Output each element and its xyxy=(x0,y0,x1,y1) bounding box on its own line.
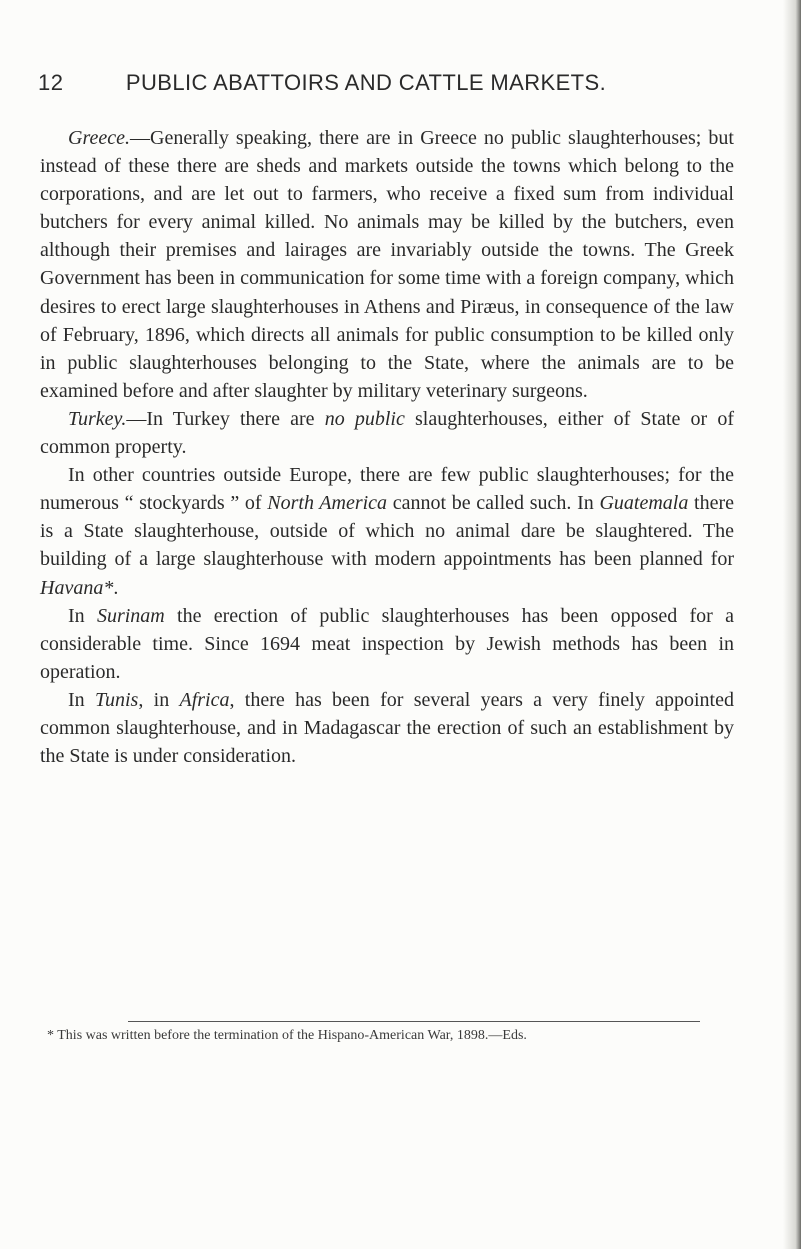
emph-tunis: Tunis xyxy=(94,688,139,711)
body-text xyxy=(40,124,734,770)
running-head: PUBLIC ABATTOIRS AND CATTLE MARKETS. xyxy=(125,70,607,95)
emph-north-america: North America xyxy=(267,492,388,515)
text-other-c: there is a State slaughterhouse, outside of which no animal dare be slaughtered. The building of a large slaughterhouse with modern appointments has been planned for xyxy=(40,492,734,571)
paragraph-surinam xyxy=(40,602,734,686)
text-surinam-b: the erection of public slaughterhouses has been opposed for a considerable time. Since 1694 meat inspection by Jewish methods has been in operation. xyxy=(40,604,734,683)
page-header xyxy=(0,70,801,110)
emph-guatemala: Guatemala xyxy=(599,492,689,515)
text-other-d: . xyxy=(113,576,119,599)
emph-surinam: Surinam xyxy=(96,604,165,627)
text-other-b: cannot be called such. In xyxy=(387,492,600,515)
page-edge-shadow xyxy=(783,0,801,1249)
text-greece: —Generally speaking, there are in Greece no public slaughterhouses; but instead of these there are sheds and markets outside the towns which belong to the corporations, and are let out to farmers, who receive a fixed sum from individual butchers for every animal killed. No animals may be killed by the butchers, even although their premises and lairages are invariably outside the towns. The Greek Government has been in communication for some time with a foreign company, which desires to erect large slaughterhouses in Athens and Piræus, in consequence of the law of February, 1896, which directs all animals for public consumption to be killed only in public slaughterhouses belonging to the State, where the animals are to be examined before and after slaughter by military veterinary surgeons. xyxy=(40,127,734,402)
footnote: * This was written before the termination of the Hispano-American War, 1898.—Eds. xyxy=(47,1028,527,1043)
paragraph-turkey xyxy=(40,405,734,461)
paragraph-greece xyxy=(40,124,734,405)
page-number: 12 xyxy=(38,70,64,95)
text-tunis-b: , in xyxy=(138,688,180,711)
paragraph-tunis xyxy=(40,686,734,770)
text-turkey-a: —In Turkey there are xyxy=(126,407,325,430)
emph-africa: Africa xyxy=(179,688,230,711)
emph-no-public: no public xyxy=(324,407,405,430)
text-tunis-c: , there has been for several years a very finely appointed common slaughterhouse, and in Madagascar the erection of such an establishment by the State is under consideration. xyxy=(40,688,734,768)
paragraph-other-countries xyxy=(40,461,734,601)
footnote-rule xyxy=(128,1021,700,1022)
text-other-a: In other countries outside Europe, there are few public slaughterhouses; for the numerous “ stockyards ” of xyxy=(40,464,734,515)
emph-havana: Havana* xyxy=(40,576,114,599)
text-turkey-b: slaughterhouses, either of State or of common property. xyxy=(40,407,734,459)
lead-turkey: Turkey. xyxy=(68,407,127,430)
lead-greece: Greece. xyxy=(68,127,130,149)
text-tunis-a: In xyxy=(68,688,95,711)
text-surinam-a: In xyxy=(68,604,97,627)
